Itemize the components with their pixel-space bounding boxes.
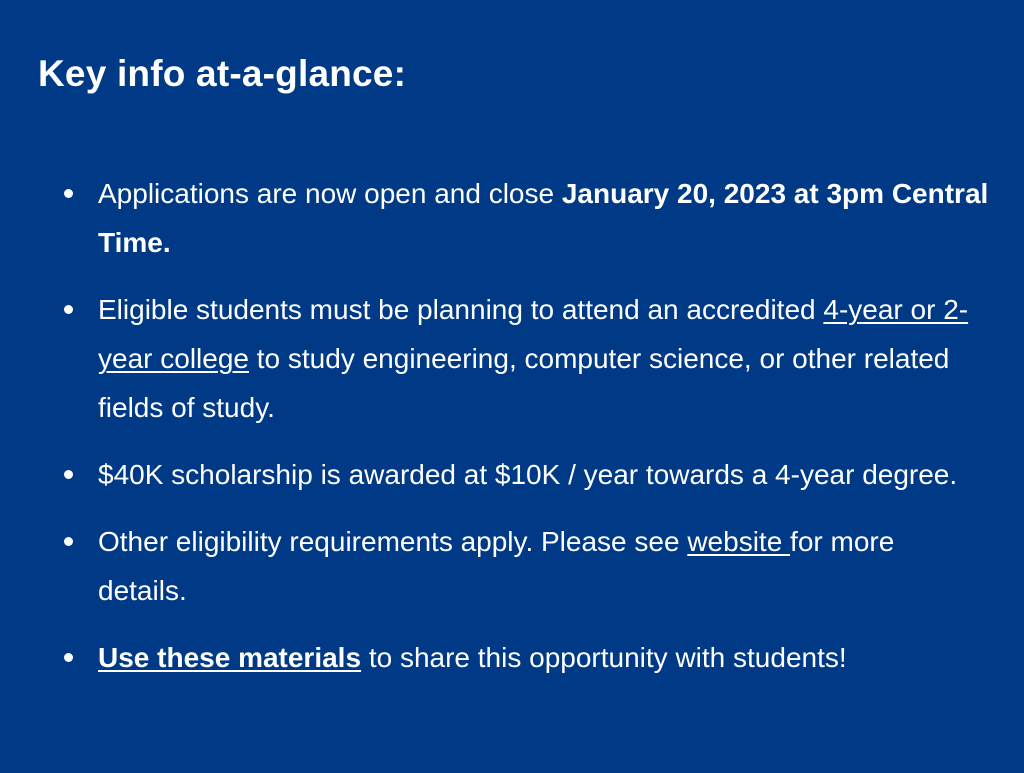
bullet-icon (64, 305, 73, 314)
bullet-icon (64, 189, 73, 198)
college-type-link[interactable]: 4-year or 2-year college (98, 294, 969, 374)
website-link[interactable]: website (687, 526, 791, 557)
eligibility-text-start: Eligible students must be planning to attend an accredited (98, 294, 824, 325)
share-text: to share this opportunity with students! (361, 642, 847, 673)
bullet-icon (64, 653, 73, 662)
scholarship-text: $40K scholarship is awarded at $10K / year towards a 4-year degree. (98, 459, 958, 490)
page-title: Key info at-a-glance: (38, 53, 407, 94)
requirements-text-end: for more details. (98, 526, 895, 606)
application-deadline: January 20, 2023 at 3pm Central Time. (98, 178, 989, 258)
key-info-list (60, 169, 990, 700)
info-item-application-deadline (60, 169, 990, 267)
eligibility-text-end: to study engineering, computer science, or other related fields of study. (98, 343, 950, 423)
info-item-share-materials (60, 633, 990, 682)
info-item-scholarship-amount (60, 450, 990, 499)
application-text: Applications are now open and close (98, 178, 562, 209)
requirements-text-start: Other eligibility requirements apply. Please see (98, 526, 688, 557)
materials-link[interactable]: Use these materials (98, 642, 362, 673)
info-item-other-requirements (60, 517, 990, 615)
bullet-icon (64, 470, 73, 479)
bullet-icon (64, 537, 73, 546)
info-item-eligibility (60, 285, 990, 432)
